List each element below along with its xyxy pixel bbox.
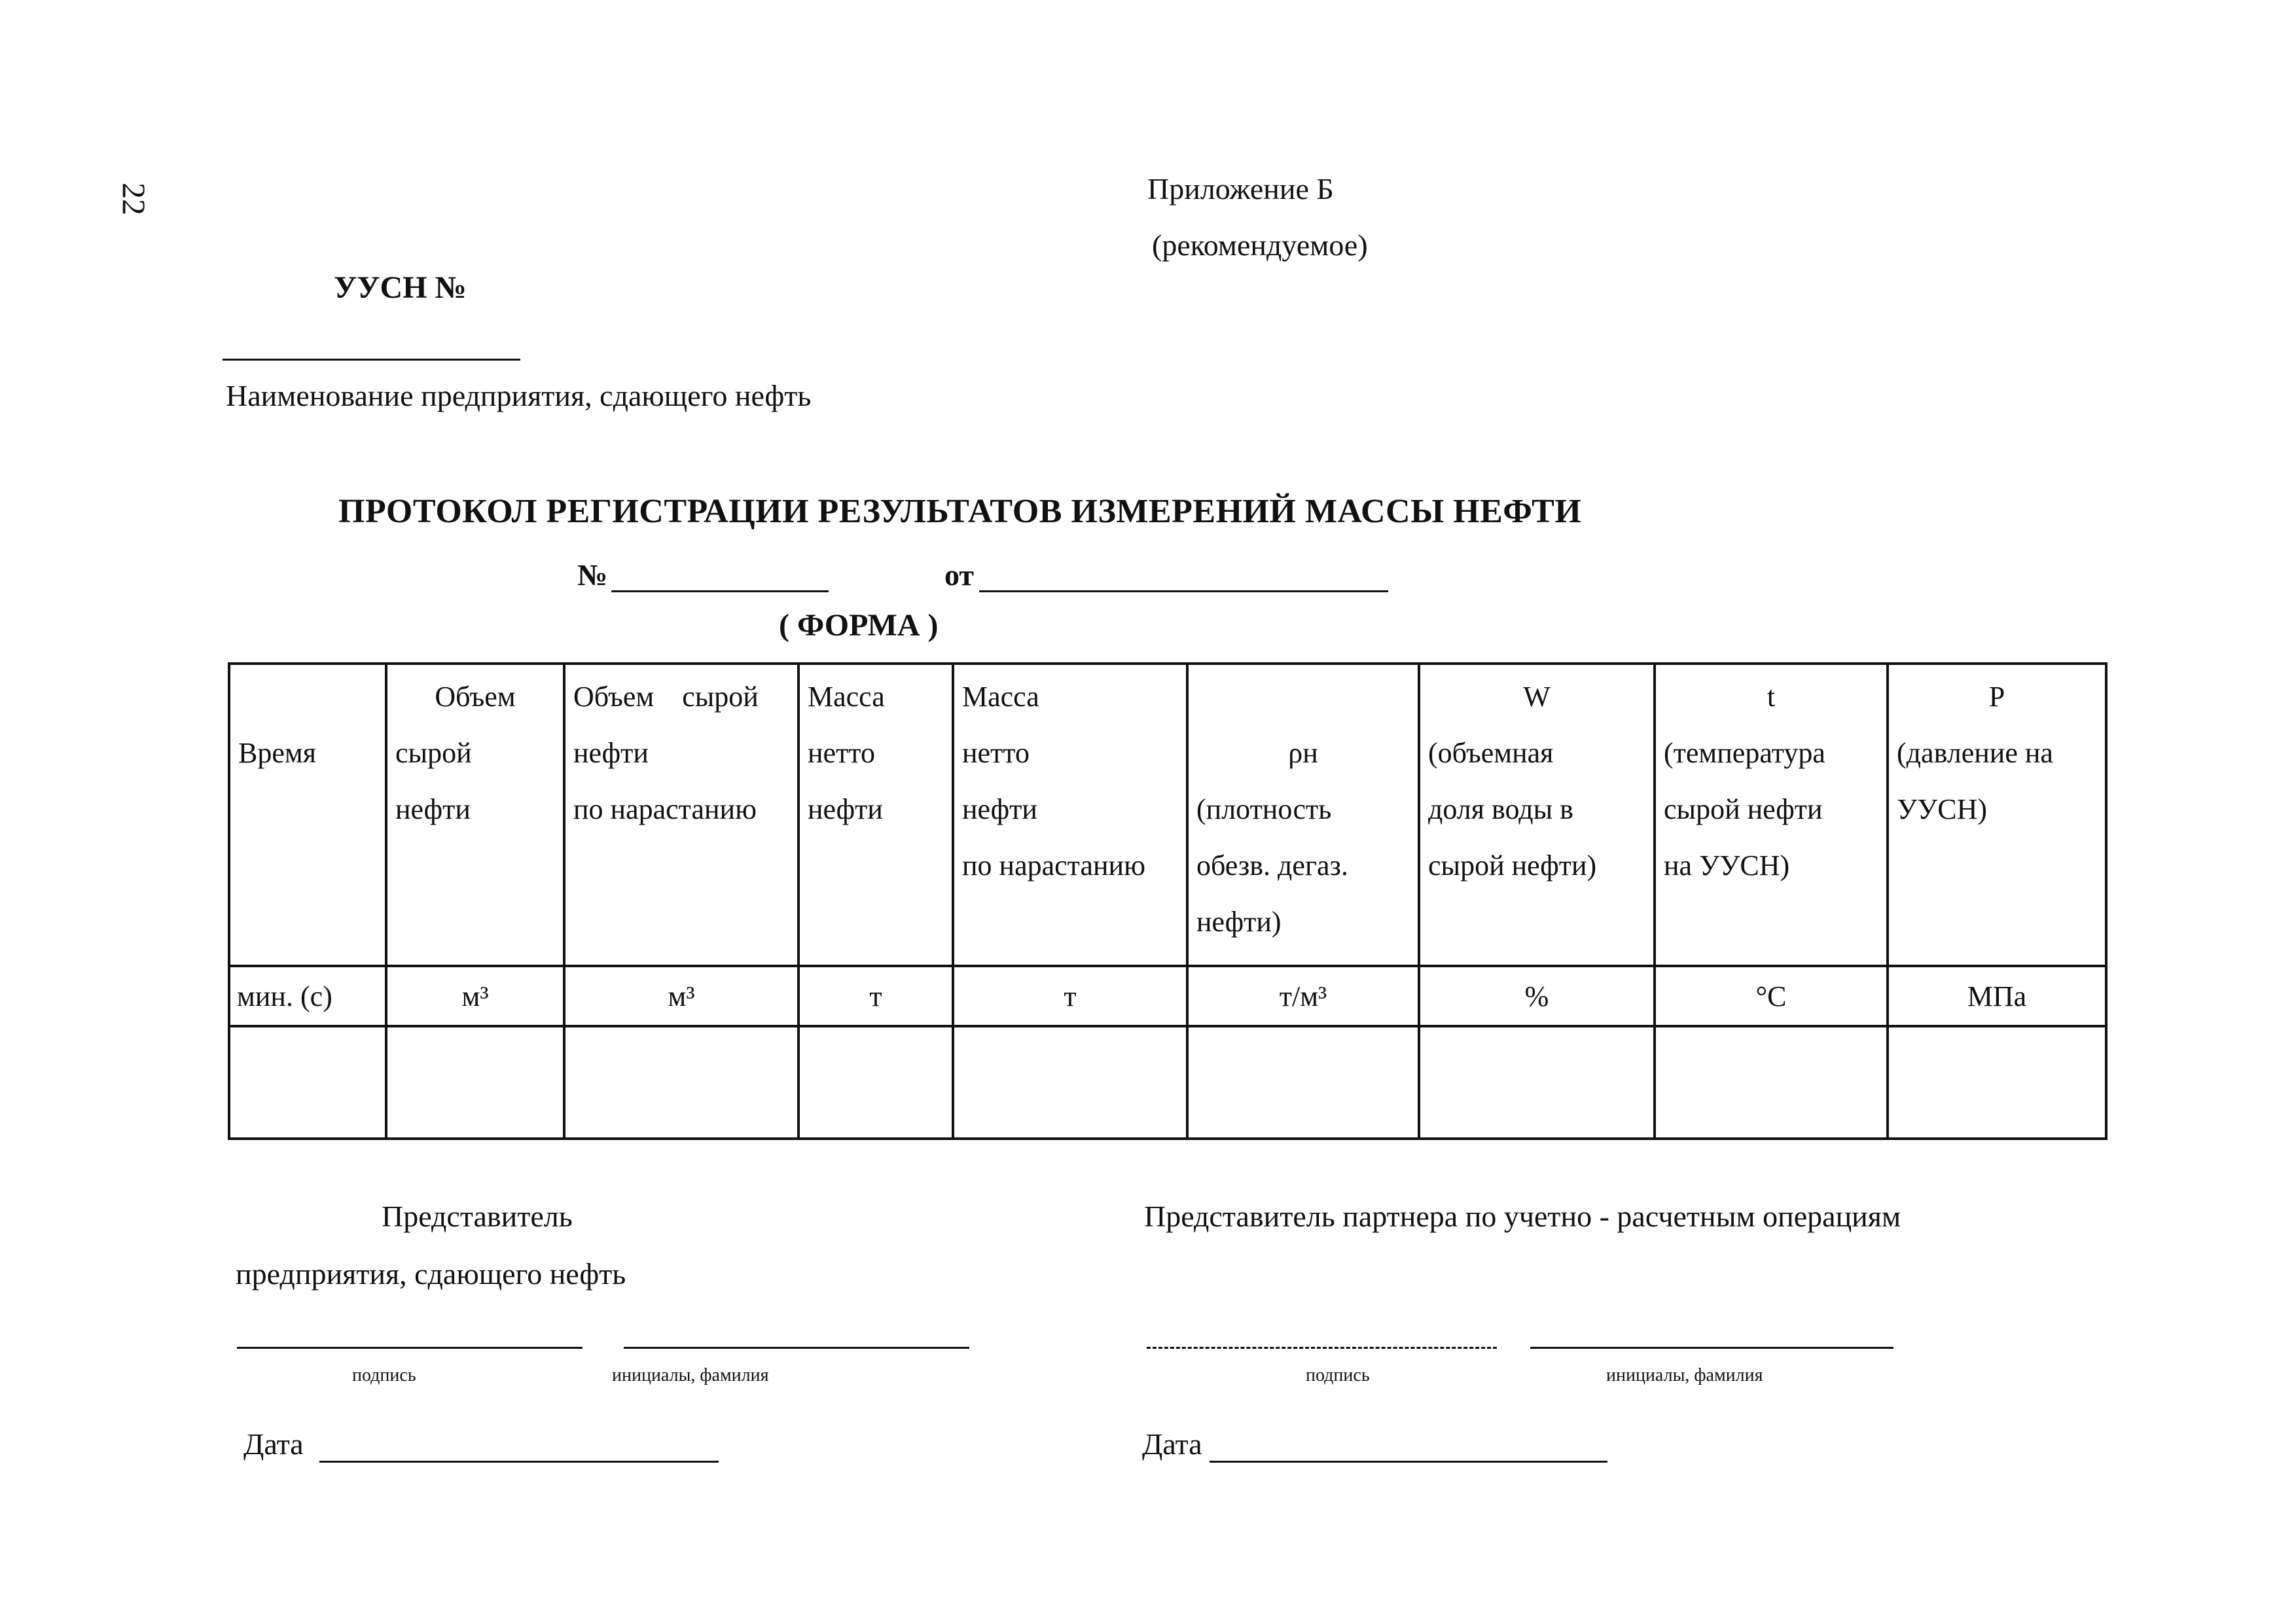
measurement-table	[228, 662, 2108, 1140]
left-date-line[interactable]	[319, 1461, 719, 1463]
col-mass-cumulative-line4: по нарастанию	[962, 849, 1145, 882]
unit-mass-cumulative: т	[953, 966, 1187, 1026]
left-signature-caption: подпись	[352, 1365, 416, 1385]
col-density-symbol: ρн	[1288, 737, 1318, 769]
col-pressure-header	[1888, 664, 2106, 966]
right-date-line[interactable]	[1210, 1461, 1607, 1463]
col-mass-line1: Масса	[808, 681, 885, 713]
col-temperature-line2: (температура	[1664, 737, 1825, 769]
unit-density: т/м³	[1187, 966, 1419, 1026]
unit-water: %	[1419, 966, 1655, 1026]
col-water-line2: (объемная	[1428, 737, 1554, 769]
col-temperature-symbol: t	[1767, 681, 1776, 713]
right-representative-label: Представитель партнера по учетно - расчетным операциям	[1144, 1200, 1901, 1233]
protocol-date-line[interactable]	[979, 590, 1388, 592]
col-volume-header	[386, 664, 564, 966]
form-label: ( ФОРМА )	[779, 608, 939, 643]
col-water-line4: сырой нефти)	[1428, 849, 1597, 882]
col-volume-line2: сырой	[395, 737, 472, 769]
left-representative-org: предприятия, сдающего нефть	[236, 1257, 626, 1291]
col-time-header	[229, 664, 386, 966]
left-signature-line[interactable]	[237, 1347, 583, 1349]
col-volume-cumulative-header	[564, 664, 798, 966]
col-volume-line1: Объем	[435, 681, 516, 713]
left-initials-line[interactable]	[624, 1347, 969, 1349]
unit-volume-cumulative: м³	[564, 966, 798, 1026]
page-number: 22	[116, 183, 152, 215]
protocol-title: ПРОТОКОЛ РЕГИСТРАЦИИ РЕЗУЛЬТАТОВ ИЗМЕРЕНИЙ МАССЫ НЕФТИ	[338, 493, 1582, 530]
col-water-symbol: W	[1523, 681, 1551, 713]
col-volume-cumulative-line3: по нарастанию	[573, 793, 757, 825]
col-pressure-symbol: P	[1988, 681, 2005, 713]
protocol-date-label: от	[944, 558, 974, 592]
col-mass-header	[798, 664, 953, 966]
entry-density-cell[interactable]	[1187, 1026, 1419, 1139]
col-volume-cumulative-line1: Объем сырой	[573, 681, 759, 713]
left-representative-label: Представитель	[382, 1200, 573, 1233]
entry-mass-cell[interactable]	[798, 1026, 953, 1139]
col-mass-cumulative-header	[953, 664, 1187, 966]
enterprise-label: Наименование предприятия, сдающего нефть	[226, 379, 812, 412]
col-pressure-line3: УУСН)	[1897, 793, 1988, 825]
entry-mass-cumulative-cell[interactable]	[953, 1026, 1187, 1139]
entry-temperature-cell[interactable]	[1655, 1026, 1888, 1139]
right-date-label: Дата	[1142, 1427, 1202, 1461]
col-mass-cumulative-line2: нетто	[962, 737, 1030, 769]
unit-volume: м³	[386, 966, 564, 1026]
col-mass-cumulative-line1: Масса	[962, 681, 1039, 713]
col-pressure-line2: (давление на	[1897, 737, 2053, 769]
entry-pressure-cell[interactable]	[1888, 1026, 2106, 1139]
entry-volume-cell[interactable]	[386, 1026, 564, 1139]
data-entry-row	[229, 1026, 2106, 1139]
unit-pressure: МПа	[1888, 966, 2106, 1026]
col-density-line4: нефти)	[1196, 906, 1282, 938]
col-time-title: Время	[238, 737, 316, 769]
header-row	[229, 664, 2106, 966]
col-density-header	[1187, 664, 1419, 966]
col-mass-cumulative-line3: нефти	[962, 793, 1037, 825]
right-initials-line[interactable]	[1530, 1347, 1893, 1349]
unit-row	[229, 966, 2106, 1026]
col-mass-line3: нефти	[808, 793, 883, 825]
col-mass-line2: нетто	[808, 737, 875, 769]
uusn-label: УУСН №	[334, 270, 467, 305]
right-signature-caption: подпись	[1306, 1365, 1370, 1385]
left-date-label: Дата	[243, 1427, 304, 1461]
right-initials-caption: инициалы, фамилия	[1606, 1365, 1763, 1385]
entry-water-cell[interactable]	[1419, 1026, 1655, 1139]
right-signature-line[interactable]	[1147, 1347, 1497, 1349]
col-water-header	[1419, 664, 1655, 966]
col-temperature-line4: на УУСН)	[1664, 849, 1790, 882]
col-volume-cumulative-line2: нефти	[573, 737, 649, 769]
unit-time: мин. (с)	[229, 966, 386, 1026]
left-initials-caption: инициалы, фамилия	[612, 1365, 769, 1385]
entry-time-cell[interactable]	[229, 1026, 386, 1139]
unit-mass: т	[798, 966, 953, 1026]
col-temperature-line3: сырой нефти	[1664, 793, 1823, 825]
appendix-title: Приложение Б	[1147, 172, 1334, 205]
protocol-number-label: №	[577, 558, 608, 592]
unit-temperature: °С	[1655, 966, 1888, 1026]
col-temperature-header	[1655, 664, 1888, 966]
col-volume-line3: нефти	[395, 793, 471, 825]
col-density-line2: (плотность	[1196, 793, 1332, 825]
appendix-note: (рекомендуемое)	[1152, 228, 1368, 262]
protocol-number-line[interactable]	[611, 590, 829, 592]
col-density-line3: обезв. дегаз.	[1196, 849, 1348, 882]
col-water-line3: доля воды в	[1428, 793, 1573, 825]
entry-volume-cumulative-cell[interactable]	[564, 1026, 798, 1139]
uusn-number-line[interactable]	[223, 359, 520, 361]
